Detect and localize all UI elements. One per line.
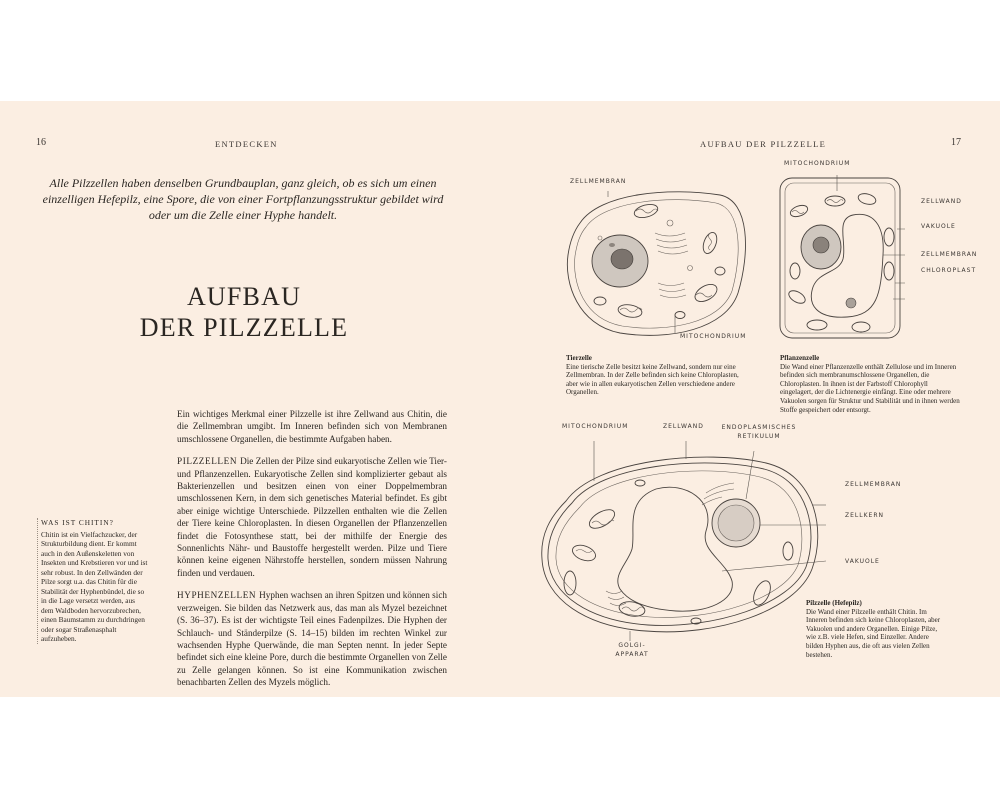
caption-animal-cell <box>566 354 744 397</box>
paragraph-text-pilzzellen: Die Zellen der Pilze sind eukaryotische Zellen wie Tier- und Pflanzenzellen. Eukaryotische Zellen sind komplizierter gebaut als Bakterienzellen und besitzen einen von einer Doppelmembran umschlossenen Kern, in dem sich genetisches Material befindet. Es gibt aber einige wichtige Unterschiede. Pilzzellen enthalten wie die Zellen der Tiere keine Chloroplasten. In diesen Organellen der Pflanzenzellen findet die Fotosynthese statt, bei der mithilfe der Energie des Sonnenlichts Nähr- und Baustoffe hergestellt werden. Pilze und Tiere können keine eigenen Nährstoffe herstellen, sondern müssen Nahrung finden und verdauen. <box>177 456 447 578</box>
paragraph-lead-hyphenzellen: HYPHENZELLEN <box>177 590 257 601</box>
paragraph-pilzzellen <box>177 455 447 579</box>
running-head-right: AUFBAU DER PILZZELLE <box>700 139 827 149</box>
caption-fungal-title: Pilzzelle (Hefepilz) <box>806 599 862 607</box>
label-fungal-er <box>719 423 799 441</box>
label-fungal-zellkern: ZELLKERN <box>845 512 884 519</box>
label-fungal-zellwand: ZELLWAND <box>663 423 704 430</box>
caption-animal-title: Tierzelle <box>566 354 592 362</box>
caption-plant-cell <box>780 354 960 414</box>
paragraph-text-hyphenzellen: Hyphen wachsen an ihren Spitzen und können sich verzweigen. Sie bilden das Netzwerk aus, das man als Myzel bezeichnet (S. 36–37). Es ist der wichtigste Teil eines Fadenpilzes. Die Hyphen der Schlauch- und Ständerpilze (S. 14–15) bilden im rechten Winkel zur wachsenden Hyphe Querwände, die man Septen nennt. In jeder Septe befindet sich eine kleine Pore, durch die bestimmte Organellen von Zelle zu Zelle gelangen können. So ist eine Kommunikation zwischen benachbarten Zellen des Myzels möglich. <box>177 590 447 688</box>
paragraph-intro: Ein wichtiges Merkmal einer Pilzzelle ist ihre Zellwand aus Chitin, die die Zellmembran umgibt. Im Inneren befinden sich von Membranen umschlossene Organellen, die bestimmte Aufgaben haben. <box>177 409 447 444</box>
caption-fungal-cell <box>806 599 948 659</box>
body-text <box>177 408 447 697</box>
label-animal-mitochondrium: MITOCHONDRIUM <box>680 333 747 340</box>
sidebar-text: Chitin ist ein Vielfachzucker, der Strukturbildung dient. Er kommt auch in den Außenskeletten von Insekten und Krebstieren vor und ist sehr robust. In den Zellwänden der Pilze sorgt u.a. das Chitin für die Stabilität der Hyphenbündel, die so in die Lage versetzt werden, aus dem Waldboden hervorzubrechen, einen Baumstamm zu durchdringen oder sogar Straßenasphalt aufzuheben. <box>41 529 148 643</box>
fungal-cell-illustration <box>536 441 826 641</box>
label-animal-membrane: ZELLMEMBRAN <box>570 178 627 185</box>
plant-cell-illustration <box>777 175 905 343</box>
label-fungal-er-line-2: RETIKULUM <box>737 433 781 440</box>
page-number-left: 16 <box>36 137 46 148</box>
running-head-left: ENTDECKEN <box>215 139 278 149</box>
label-fungal-golgi-line-1: GOLGI- <box>618 642 646 649</box>
caption-plant-text: Die Wand einer Pflanzenzelle enthält Zellulose und im Inneren befinden sich membranumschlossene Organellen, die Chloroplasten. In ihnen ist der Farbstoff Chlorophyll eingelagert, der die Lichtenergie einfängt. Eine oder mehrere Vakuolen sorgen für Struktur und Stabilität und in ihnen werden Stoffe gespeichert oder entsorgt. <box>780 362 960 414</box>
label-fungal-er-line-1: ENDOPLASMISCHES <box>721 424 797 431</box>
page-title-line-2: DER PILZZELLE <box>139 313 349 342</box>
label-fungal-zellmembran: ZELLMEMBRAN <box>845 481 902 488</box>
caption-fungal-text: Die Wand einer Pilzzelle enthält Chitin. Im Inneren befinden sich keine Chloroplasten, aber Vakuolen und andere Organellen. Einige Pilze, wie z.B. viele Hefen, sind Einzeller. Andere bilden Hyphen aus, die oft aus vielen Zellen bestehen. <box>806 607 941 659</box>
label-fungal-vakuole: VAKUOLE <box>845 558 880 565</box>
label-plant-mitochondrium: MITOCHONDRIUM <box>784 160 851 167</box>
label-plant-chloroplast: CHLOROPLAST <box>921 267 977 274</box>
label-plant-zellwand: ZELLWAND <box>921 198 962 205</box>
book-spread <box>0 101 1000 697</box>
label-plant-zellmembran: ZELLMEMBRAN <box>921 251 978 258</box>
page-title <box>94 281 394 343</box>
caption-plant-title: Pflanzenzelle <box>780 354 820 362</box>
animal-cell-illustration <box>560 183 760 343</box>
paragraph-hyphenzellen <box>177 589 447 688</box>
intro-text: Alle Pilzzellen haben denselben Grundbauplan, ganz gleich, ob es sich um einen einzelligen Hefepilz, eine Spore, die von einer Fortpflanzungsstruktur gebildet wird oder um die Zelle einer Hyphe handelt. <box>42 176 444 222</box>
paragraph-lead-pilzzellen: PILZZELLEN <box>177 456 238 467</box>
label-plant-vakuole: VAKUOLE <box>921 223 956 230</box>
sidebar-box <box>37 518 149 644</box>
label-fungal-mitochondrium: MITOCHONDRIUM <box>562 423 629 430</box>
sidebar-title: WAS IST CHITIN? <box>41 518 114 527</box>
page-number-right: 17 <box>951 137 961 148</box>
label-fungal-golgi <box>612 641 652 659</box>
caption-animal-text: Eine tierische Zelle besitzt keine Zellwand, sondern nur eine Zellmembran. In der Zelle befinden sich keine Chloroplasten, aber wie in allen eukaryotischen Zellen verschiedene andere Organellen. <box>566 362 739 397</box>
page-title-line-1: AUFBAU <box>186 282 302 311</box>
label-fungal-golgi-line-2: APPARAT <box>615 651 649 658</box>
